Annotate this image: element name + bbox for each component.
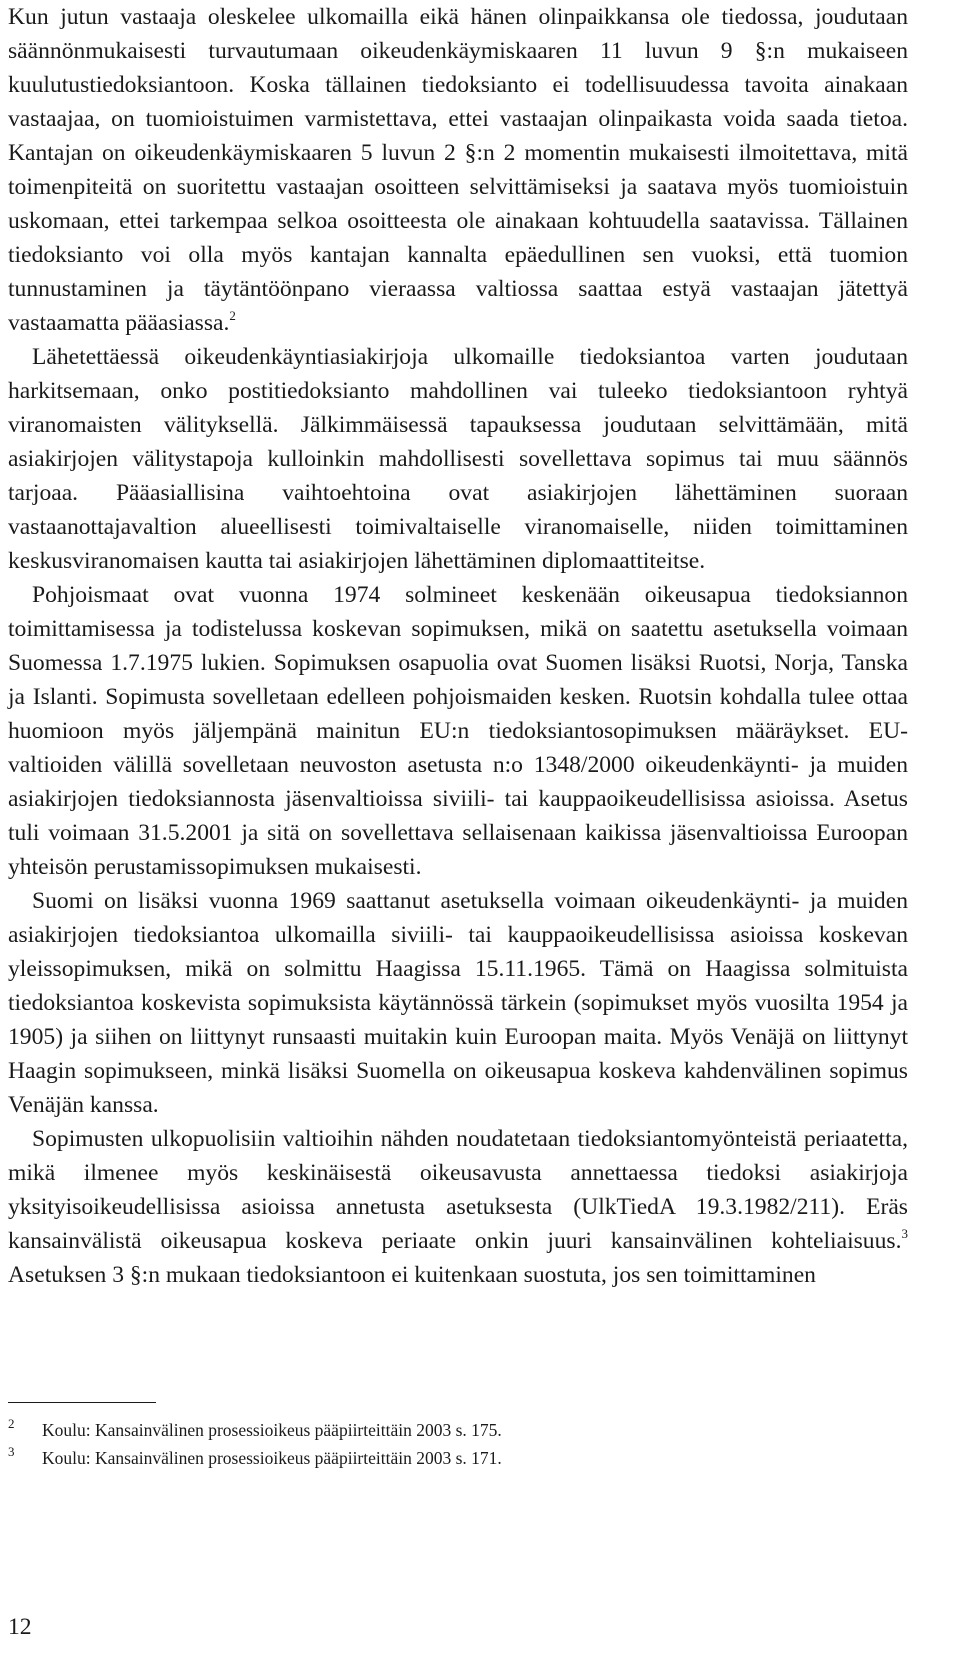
paragraph-1 [8,0,908,340]
paragraph-4 [8,884,908,1122]
footnote-number: 3 [8,1444,15,1459]
footnote-text: Koulu: Kansainvälinen prosessioikeus pääpiirteittäin 2003 s. 171. [42,1448,502,1468]
footnote-text: Koulu: Kansainvälinen prosessioikeus pääpiirteittäin 2003 s. 175. [42,1420,502,1440]
footnote-number: 2 [8,1416,15,1431]
paragraph-1-text: Kun jutun vastaaja oleskelee ulkomailla eikä hänen olinpaikkansa ole tiedossa, joudutaan säännönmukaisesti turvautumaan oikeudenkäymiskaaren 11 luvun 9 §:n mukaiseen kuulutustiedoksiantoon. Koska tällainen tiedoksianto ei todellisuudessa tavoita ainakaan vastaajaa, on tuomioistuimen varmistettava, ettei vastaajan olinpaikasta voida saada tietoa. Kantajan on oikeudenkäymiskaaren 5 luvun 2 §:n 2 momentin mukaisesti ilmoitettava, mitä toimenpiteitä on suoritettu vastaajan osoitteen selvittämiseksi ja saatava myös tuomioistuin uskomaan, ettei tarkempaa selkoa osoitteesta ole ainakaan kohtuudella saatavissa. Tällainen tiedoksianto voi olla myös kantajan kannalta epäedullinen sen vuoksi, että tuomion tunnustaminen ja täytäntöönpano vieraassa valtiossa saattaa estyä vastaajan jätettyä vastaamatta pääasiassa. [8,4,908,336]
footnote-ref-2[interactable]: 2 [229,308,236,324]
paragraph-4-text: Suomi on lisäksi vuonna 1969 saattanut asetuksella voimaan oikeudenkäynti- ja muiden asiakirjojen tiedoksiantoa ulkomailla siviili- tai kauppaoikeudellisissa asioissa koskevan yleissopimuksen, mikä on solmittu Haagissa 15.11.1965. Tämä on Haagissa solmituista tiedoksiantoa koskevista sopimuksista käytännössä tärkein (sopimukset myös vuosilta 1954 ja 1905) ja siihen on liittynyt runsaasti muitakin kuin Euroopan maita. Myös Venäjä on liittynyt Haagin sopimukseen, minkä lisäksi Suomella on oikeusapua koskeva kahdenvälinen sopimus Venäjän kanssa. [8,888,908,1118]
footnote-2 [8,1416,908,1444]
page-body [8,0,908,1292]
paragraph-5-continuation: Asetuksen 3 §:n mukaan tiedoksiantoon ei kuitenkaan suostuta, jos sen toimittaminen [8,1262,816,1288]
paragraph-3-text: Pohjoismaat ovat vuonna 1974 solmineet keskenään oikeusapua tiedoksiannon toimittamisessa ja todistelussa koskevan sopimuksen, mikä on saatettu asetuksella voimaan Suomessa 1.7.1975 lukien. Sopimuksen osapuolia ovat Suomen lisäksi Ruotsi, Norja, Tanska ja Islanti. Sopimusta sovelletaan edelleen pohjoismaiden kesken. Ruotsin kohdalla tulee ottaa huomioon myös jäljempänä mainitun EU:n tiedoksiantosopimuksen määräykset. EU-valtioiden välillä sovelletaan neuvoston asetusta n:o 1348/2000 oikeudenkäynti- ja muiden asiakirjojen tiedoksiannosta jäsenvaltioissa siviili- tai kauppaoikeudellisissa asioissa. Asetus tuli voimaan 31.5.2001 ja sitä on sovellettava sellaisenaan kaikissa jäsenvaltioissa Euroopan yhteisön perustamissopimuksen mukaisesti. [8,582,908,880]
paragraph-5 [8,1122,908,1292]
paragraph-2-text: Lähetettäessä oikeudenkäyntiasiakirjoja ulkomaille tiedoksiantoa varten joudutaan harkitsemaan, onko postitiedoksianto mahdollinen vai tuleeko tiedoksiantoon ryhtyä viranomaisten välityksellä. Jälkimmäisessä tapauksessa joudutaan selvittämään, mitä asiakirjojen välitystapoja kulloinkin mahdollisesti sovellettava sopimus tai muu säännös tarjoaa. Pääasiallisina vaihtoehtoina ovat asiakirjojen lähettäminen suoraan vastaanottajavaltion alueellisesti toimivaltaiselle viranomaiselle, niiden toimittaminen keskusviranomaisen kautta tai asiakirjojen lähettäminen diplomaattiteitse. [8,344,908,574]
paragraph-5-text: Sopimusten ulkopuolisiin valtioihin nähden noudatetaan tiedoksiantomyönteistä periaatetta, mikä ilmenee myös keskinäisestä oikeusavusta annettaessa tiedoksi asiakirjoja yksityisoikeudellisissa asioissa annetusta asetuksesta (UlkTiedA 19.3.1982/211). Eräs kansainvälistä oikeusapua koskeva periaate onkin juuri kansainvälinen kohteliaisuus. [8,1126,908,1254]
page-number: 12 [8,1614,32,1640]
paragraph-3 [8,578,908,884]
paragraph-2 [8,340,908,578]
footnotes [8,1416,908,1472]
footnote-ref-3[interactable]: 3 [901,1226,908,1242]
footnote-divider [8,1402,156,1403]
footnote-3 [8,1444,908,1472]
